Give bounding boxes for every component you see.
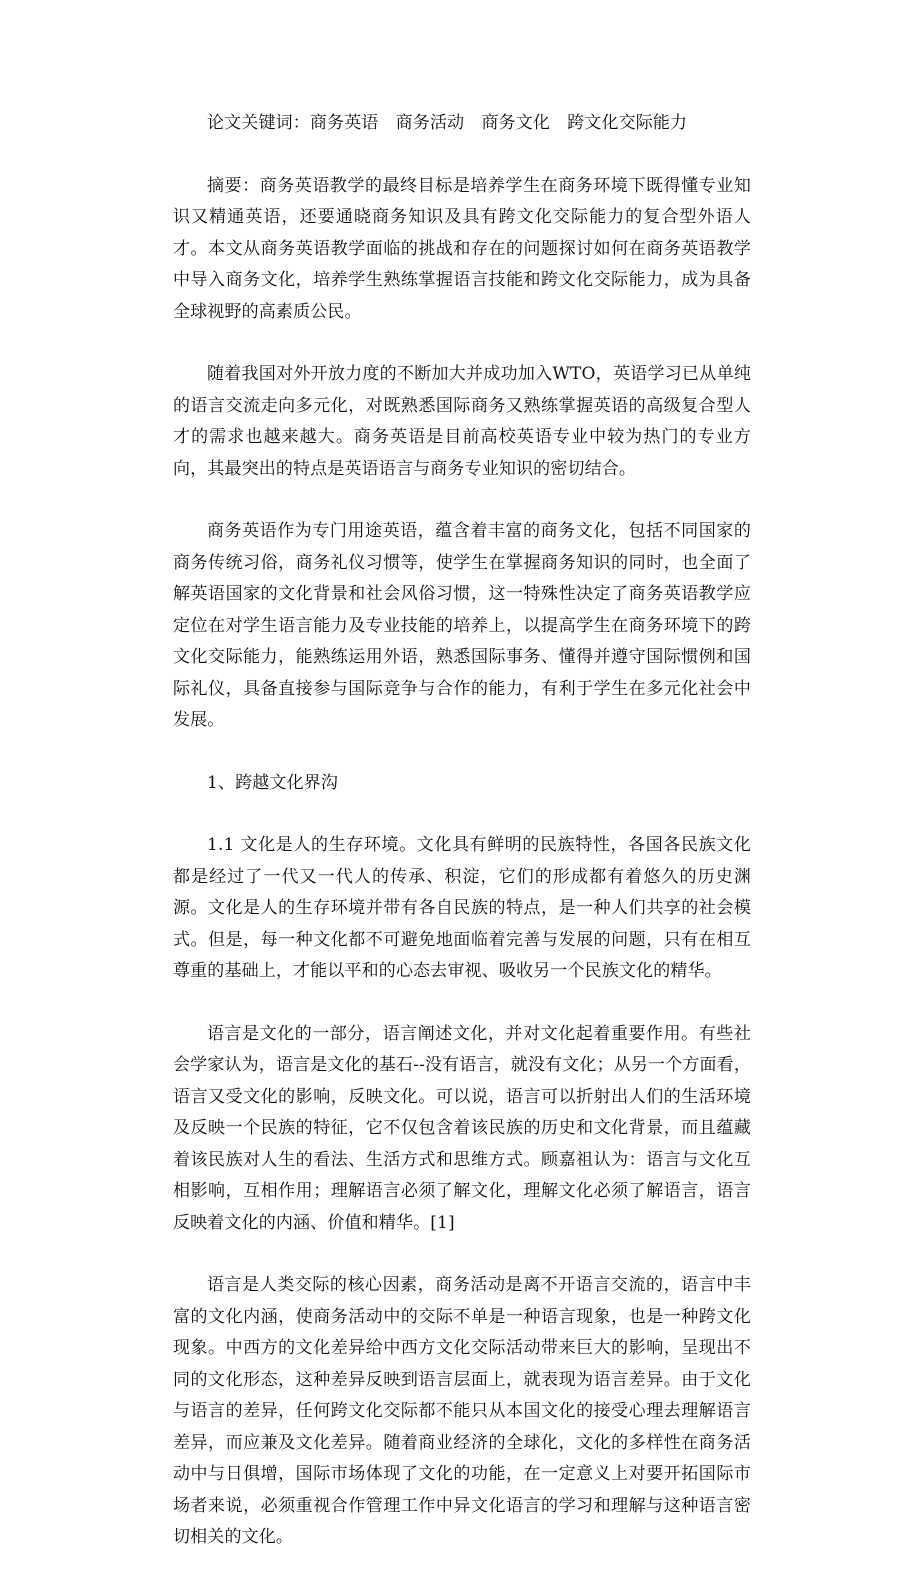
body-paragraph-1: 1.1 文化是人的生存环境。文化具有鲜明的民族特性，各国各民族文化都是经过了一代又一代人的传承、积淀，它们的形成都有着悠久的历史渊源。文化是人的生存环境并带有各自民族的特点，是一种人们共享的社会模式。但是，每一种文化都不可避免地面临着完善与发展的问题，只有在相互尊重的基础上，才能以平和的心态去审视、吸收另一个民族文化的精华。	[173, 835, 751, 981]
intro-paragraph-2: 商务英语作为专门用途英语，蕴含着丰富的商务文化，包括不同国家的商务传统习俗，商务礼仪习惯等，使学生在掌握商务知识的同时，也全面了解英语国家的文化背景和社会风俗习惯，这一特殊性决定了商务英语教学应定位在对学生语言能力及专业技能的培养上，以提高学生在商务环境下的跨文化交际能力，能熟练运用外语，熟悉国际事务、懂得并遵守国际惯例和国际礼仪，具备直接参与国际竞争与合作的能力，有利于学生在多元化社会中发展。	[173, 521, 751, 730]
body-paragraph-2: 语言是文化的一部分，语言阐述文化，并对文化起着重要作用。有些社会学家认为，语言是文化的基石--没有语言，就没有文化；从另一个方面看，语言又受文化的影响，反映文化。可以说，语言可以折射出人们的生活环境及反映一个民族的特征，它不仅包含着该民族的历史和文化背景，而且蕴藏着该民族对人生的看法、生活方式和思维方式。顾嘉祖认为：语言与文化互相影响，互相作用；理解语言必须了解文化，理解文化必须了解语言，语言反映着文化的内涵、价值和精华。[1]	[173, 1023, 751, 1233]
section-heading: 1、跨越文化界沟	[207, 772, 339, 793]
abstract-paragraph: 摘要：商务英语教学的最终目标是培养学生在商务环境下既得懂专业知识又精通英语，还要通晓商务知识及具有跨文化交际能力的复合型外语人才。本文从商务英语教学面临的挑战和存在的问题探讨如何在商务英语教学中导入商务文化，培养学生熟练掌握语言技能和跨文化交际能力，成为具备全球视野的高素质公民。	[173, 175, 751, 322]
intro-paragraph-1: 随着我国对外开放力度的不断加大并成功加入WTO，英语学习已从单纯的语言交流走向多元化，对既熟悉国际商务又熟练掌握英语的高级复合型人才的需求也越来越大。商务英语是目前高校英语专业中较为热门的专业方向，其最突出的特点是英语语言与商务专业知识的密切结合。	[173, 364, 751, 479]
body-paragraph-3: 语言是人类交际的核心因素，商务活动是离不开语言交流的，语言中丰富的文化内涵，使商务活动中的交际不单是一种语言现象，也是一种跨文化现象。中西方的文化差异给中西方文化交际活动带来巨大的影响，呈现出不同的文化形态，这种差异反映到语言层面上，就表现为语言差异。由于文化与语言的差异，任何跨文化交际都不能只从本国文化的接受心理去理解语言差异，而应兼及文化差异。随着商业经济的全球化，文化的多样性在商务活动中与日俱增，国际市场体现了文化的功能，在一定意义上对要开拓国际市场者来说，必须重视合作管理工作中异文化语言的学习和理解与这种语言密切相关的文化。	[173, 1275, 751, 1547]
keywords-line: 论文关键词：商务英语 商务活动 商务文化 跨文化交际能力	[207, 113, 688, 133]
document-page	[173, 108, 751, 1585]
